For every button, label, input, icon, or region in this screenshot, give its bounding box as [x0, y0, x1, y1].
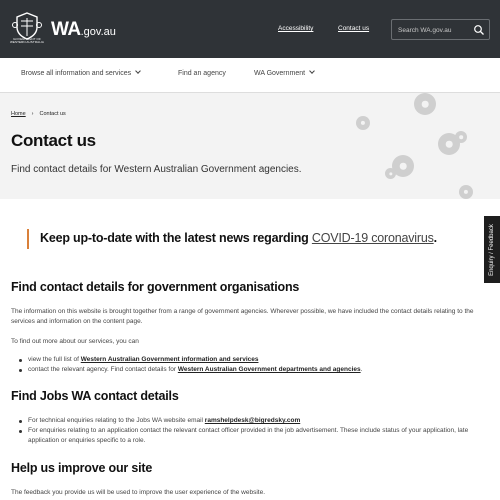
list-item	[19, 365, 489, 375]
logo-suffix: .gov.au	[80, 26, 116, 38]
decorative-bubble-icon	[414, 93, 436, 115]
covid-alert-banner	[27, 229, 467, 249]
alert-message: Keep up-to-date with the latest news regarding	[40, 231, 312, 245]
wa-gov-departments-link[interactable]: Western Australian Government departments and agencies	[177, 366, 361, 373]
alert-end: .	[433, 231, 437, 245]
section-heading-improve: Help us improve our site	[11, 461, 153, 475]
breadcrumb-home-link[interactable]: Home	[11, 111, 26, 117]
gov-orgs-paragraph: The information on this website is brought together from a range of government agencies. Wherever possible, we have included the contact details relating to the services and information on the content page.	[11, 308, 474, 325]
page-hero	[0, 93, 500, 199]
chevron-down-icon	[309, 68, 315, 74]
list-item-end: .	[360, 366, 363, 373]
decorative-bubble-icon	[459, 185, 473, 199]
crest-text: GOVERNMENT OF WESTERN AUSTRALIA	[9, 37, 45, 45]
gov-orgs-list	[19, 355, 489, 375]
list-item-text: For technical enquiries relating to the Jobs WA website email	[28, 417, 205, 424]
nav-item-label: WA Government	[254, 70, 306, 77]
alert-text	[40, 231, 437, 245]
list-item	[19, 426, 489, 446]
accessibility-link[interactable]: Accessibility	[278, 25, 314, 32]
nav-item-browse[interactable]	[21, 70, 140, 77]
section-heading-jobs: Find Jobs WA contact details	[11, 389, 179, 403]
improve-paragraph: The feedback you provide us will be used to improve the user experience of the website.	[11, 489, 266, 496]
breadcrumb-current: Contact us	[39, 111, 66, 117]
list-item-text: For enquiries relating to an application contact the relevant contact officer provided in the job advertisement. These include status of your application, late application or enquiries specific to a role.	[28, 427, 469, 444]
contact-us-link[interactable]: Contact us	[338, 25, 370, 32]
page-title: Contact us	[11, 131, 96, 150]
search-input[interactable]	[398, 24, 468, 36]
list-item-text: view the full list of	[28, 356, 81, 363]
search-box	[391, 19, 490, 40]
chevron-down-icon	[135, 68, 141, 74]
covid-link[interactable]: COVID-19 coronavirus	[311, 231, 434, 245]
page-subtitle: Find contact details for Western Australian Government agencies.	[11, 164, 302, 175]
site-logo[interactable]	[51, 19, 116, 41]
list-item	[19, 355, 489, 365]
enquiry-feedback-tab[interactable]	[484, 216, 500, 283]
decorative-bubble-icon	[356, 116, 370, 130]
jobs-list	[19, 416, 489, 446]
search-icon[interactable]	[473, 24, 485, 36]
nav-item-label: Browse all information and services	[21, 70, 132, 77]
nav-item-find-agency[interactable]	[178, 70, 226, 77]
feedback-label: Enquiry / Feedback	[489, 223, 495, 276]
wa-gov-info-services-link[interactable]: Western Australian Government information and services	[80, 356, 259, 363]
logo-main: WA	[51, 19, 81, 40]
list-item	[19, 416, 489, 426]
gov-orgs-intro: To find out more about our services, you can	[11, 338, 139, 345]
divider	[0, 199, 500, 207]
site-header	[0, 0, 500, 58]
breadcrumb	[11, 111, 66, 117]
nav-item-label: Find an agency	[178, 70, 226, 77]
decorative-bubble-icon	[385, 168, 396, 179]
main-nav	[0, 58, 500, 93]
nav-item-wa-government[interactable]	[254, 70, 314, 77]
breadcrumb-separator: ›	[31, 111, 34, 117]
decorative-bubble-icon	[455, 131, 467, 143]
list-item-text: contact the relevant agency. Find contact details for	[28, 366, 178, 373]
section-heading-gov-orgs: Find contact details for government organisations	[11, 280, 300, 294]
helpdesk-email-link[interactable]: ramshelpdesk@bigredsky.com	[204, 417, 301, 424]
